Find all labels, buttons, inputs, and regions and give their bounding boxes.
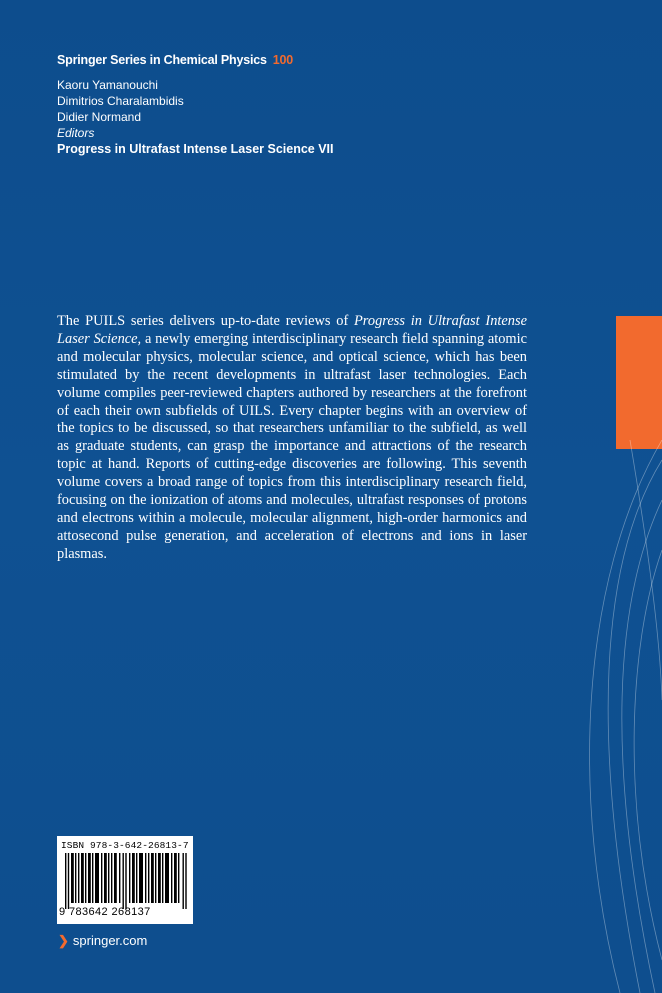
blurb-paragraph	[57, 313, 527, 564]
isbn-barcode	[57, 836, 193, 924]
website-label[interactable]: springer.com	[72, 933, 148, 948]
decorative-curves	[560, 440, 662, 993]
blurb-series-name: Progress in Ultrafast Intense Laser Science,	[57, 313, 527, 347]
cover-header	[57, 53, 334, 157]
barcode-bars	[65, 853, 187, 909]
book-title: Progress in Ultrafast Intense Laser Science VII	[57, 142, 334, 156]
editor-name: Dimitrios Charalambidis	[57, 94, 184, 108]
orange-accent-tab	[616, 316, 662, 449]
blurb-text-rest: a newly emerging interdisciplinary research field spanning atomic and molecular physics, molecular science, and optical science, which has been stimulated by the recent developments in ultrafast laser technologies. Each volume compiles peer-reviewed chapters authored by researchers at the forefront of each their own subfields of UILS. Every chapter begins with an overview of the topics to be discussed, so that researchers unfamiliar to the subfield, as well as graduate students, can grasp the importance and attractions of the research topic at hand. Reports of cutting-edge discoveries are following. This seventh volume covers a broad range of topics from this interdisciplinary research field, focusing on the ionization of atoms and molecules, ultrafast responses of protons and electrons within a molecule, molecular alignment, high-order harmonics and attosecond pulse generation, and acceleration of electrons and ions in laser plasmas.	[57, 330, 528, 562]
series-title: Springer Series in Chemical Physics	[57, 53, 267, 67]
editor-name: Kaoru Yamanouchi	[57, 78, 158, 92]
blurb-text-start: The PUILS series delivers up-to-date reviews of	[57, 313, 355, 329]
editor-name: Didier Normand	[57, 110, 142, 124]
springer-website[interactable]	[58, 933, 147, 949]
editors-label: Editors	[57, 126, 95, 140]
series-number: 100	[272, 53, 294, 67]
series-line	[57, 53, 334, 67]
ean-digits: 9 783642 268137	[59, 906, 151, 918]
isbn-label: ISBN 978-3-642-26813-7	[61, 840, 189, 851]
chevron-right-icon: ❯	[58, 933, 69, 948]
